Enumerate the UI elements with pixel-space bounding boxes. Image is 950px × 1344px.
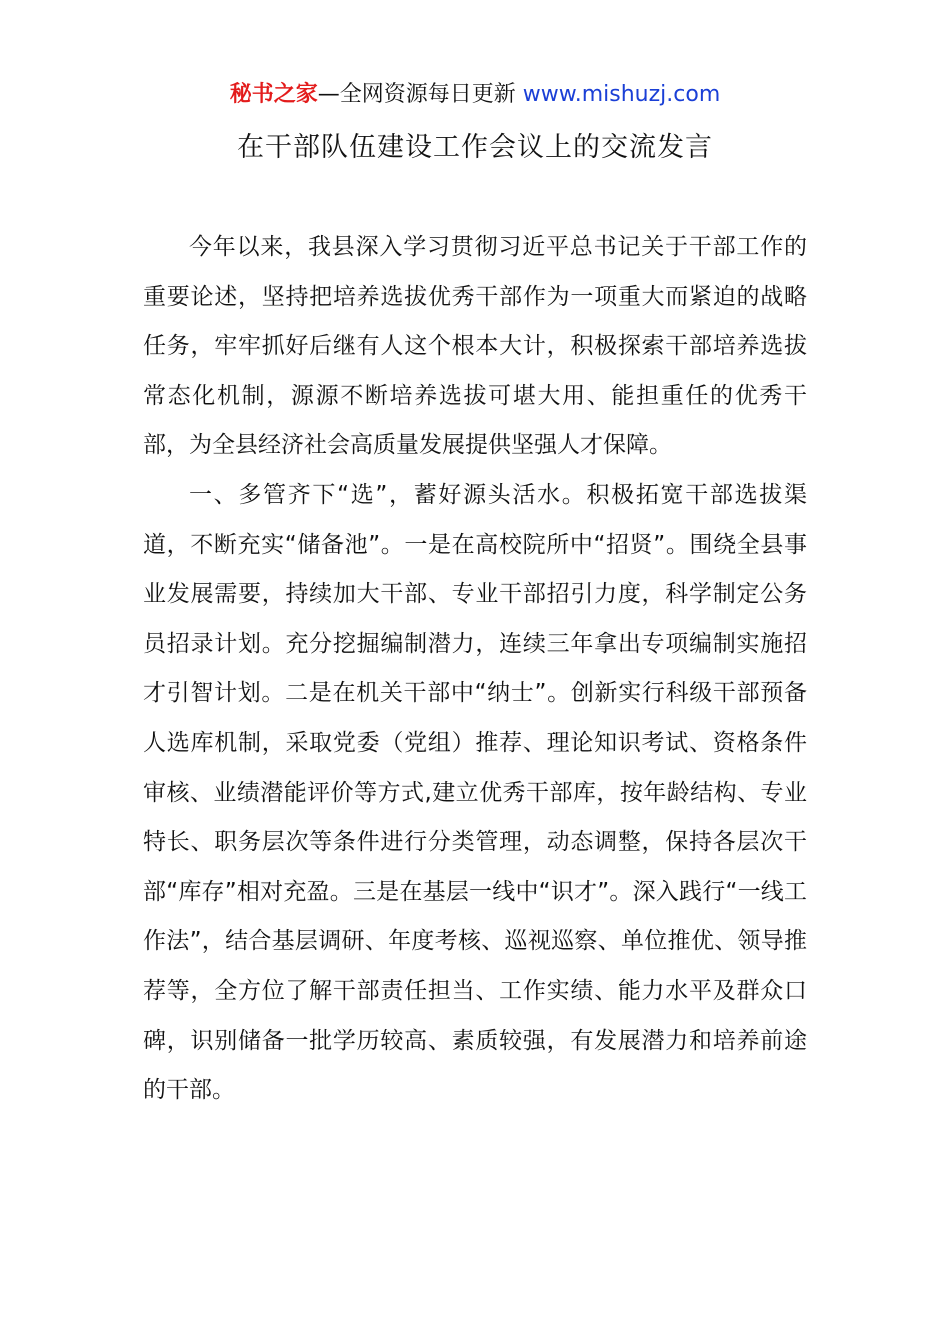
document-body: [143, 223, 807, 1116]
site-tagline: —全网资源每日更新: [317, 82, 523, 107]
site-url-link[interactable]: www.mishuzj.com: [522, 82, 721, 107]
paragraph-intro: 今年以来，我县深入学习贯彻习近平总书记关于干部工作的重要论述，坚持把培养选拔优秀干部作为一项重大而紧迫的战略任务，牢牢抓好后继有人这个根本大计，积极探索干部培养选拔常态化机制，源源不断培养选拔可堪大用、能担重任的优秀干部，为全县经济社会高质量发展提供坚强人才保障。: [143, 234, 807, 459]
document-title: 在干部队伍建设工作会议上的交流发言: [237, 132, 713, 163]
site-header: [0, 80, 950, 110]
paragraph-section-1: 一、多管齐下“选”，蓄好源头活水。积极拓宽干部选拔渠道，不断充实“储备池”。一是在高校院所中“招贤”。围绕全县事业发展需要，持续加大干部、专业干部招引力度，科学制定公务员招录计划。充分挖掘编制潜力，连续三年拿出专项编制实施招才引智计划。二是在机关干部中“纳士”。创新实行科级干部预备人选库机制，采取党委（党组）推荐、理论知识考试、资格条件审核、业绩潜能评价等方式,建立优秀干部库，按年龄结构、专业特长、职务层次等条件进行分类管理，动态调整，保持各层次干部“库存”相对充盈。三是在基层一线中“识才”。深入践行“一线工作法”，结合基层调研、年度考核、巡视巡察、单位推优、领导推荐等，全方位了解干部责任担当、工作实绩、能力水平及群众口碑，识别储备一批学历较高、素质较强，有发展潜力和培养前途的干部。: [143, 481, 807, 1104]
site-brand: 秘书之家: [229, 82, 318, 107]
